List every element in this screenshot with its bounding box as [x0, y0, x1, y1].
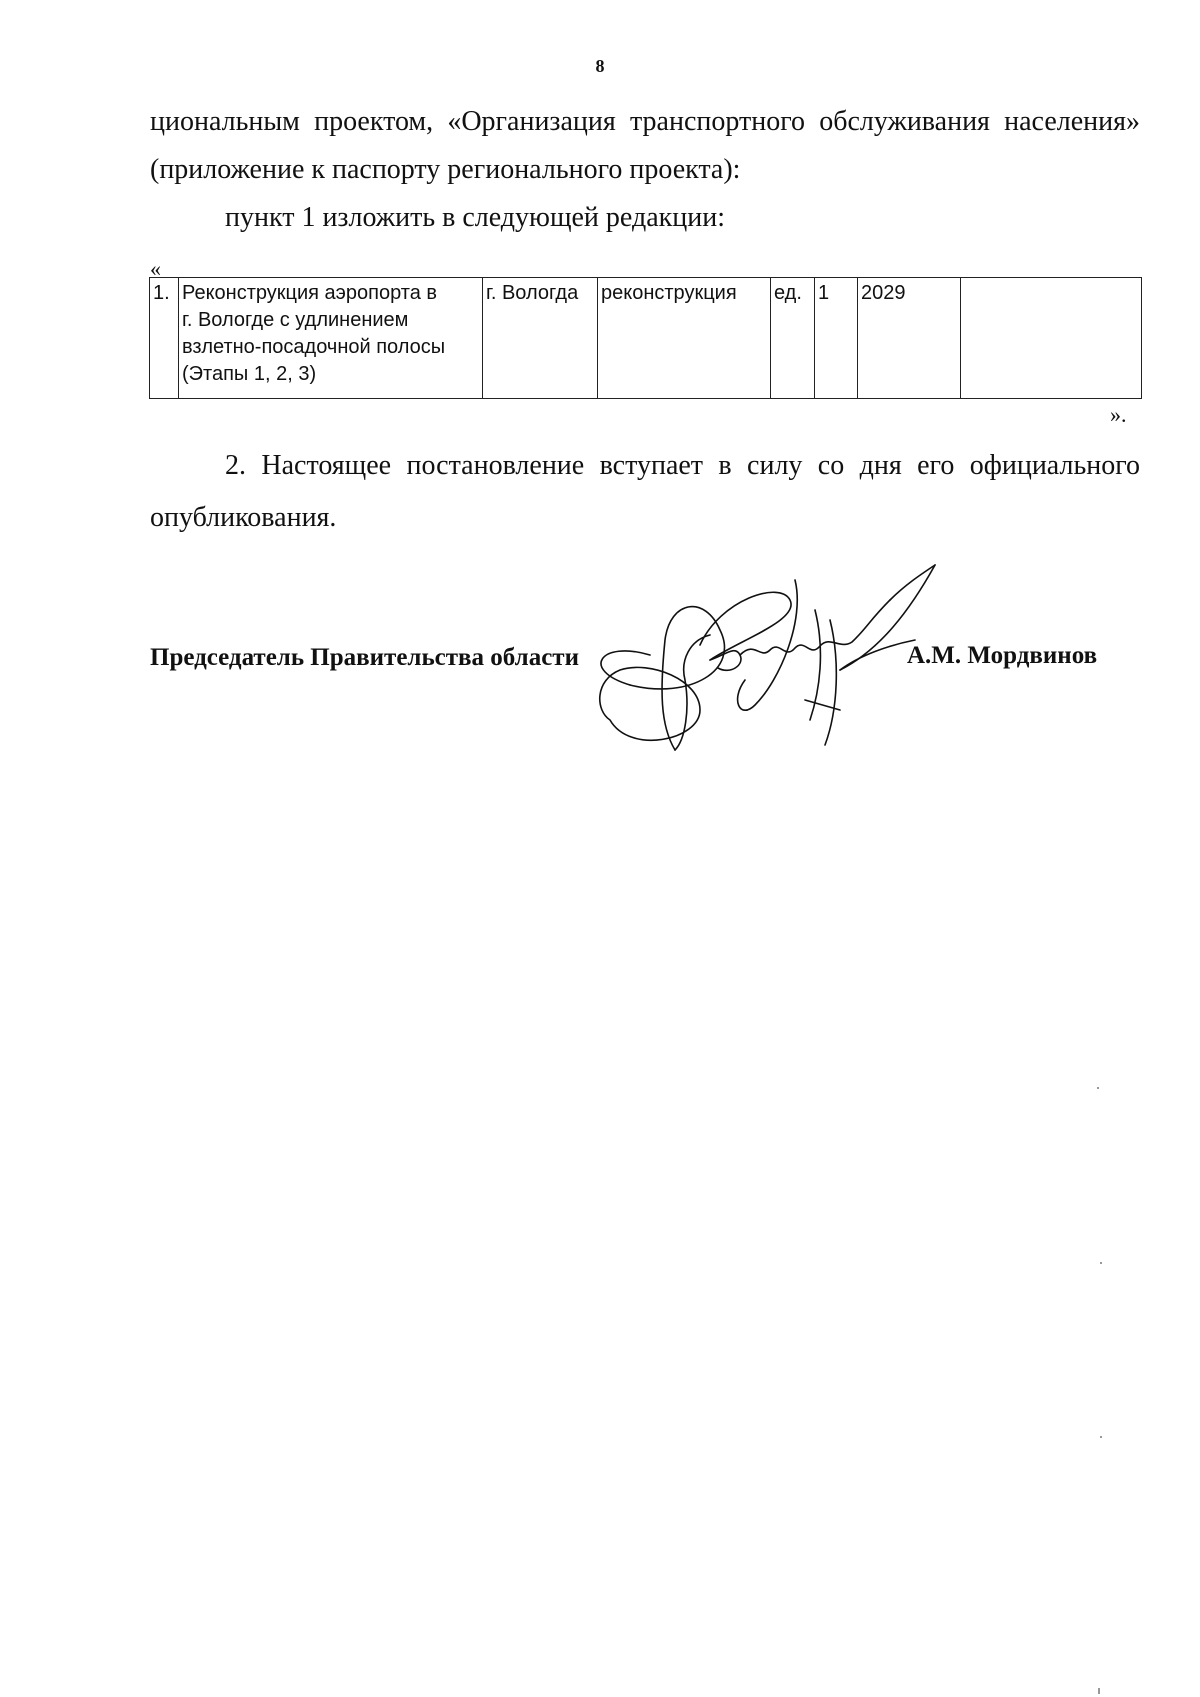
scan-speck — [1100, 1262, 1102, 1264]
quote-open: « — [150, 256, 161, 281]
table-row — [150, 278, 1142, 399]
scan-speck — [1100, 1436, 1102, 1438]
scan-speck — [1097, 1087, 1099, 1089]
row-number: 1. — [150, 278, 179, 399]
clause-2-line-2: опубликования. — [150, 502, 337, 533]
work-type-cell: реконструкция — [598, 278, 771, 399]
items-table — [149, 277, 1142, 399]
intro-line-1: циональным проектом, «Организация транспортного обслуживания населения» — [150, 106, 1140, 137]
object-name-line: (Этапы 1, 2, 3) — [182, 363, 317, 385]
signatory-position: Председатель Правительства области — [150, 644, 579, 671]
signatory-name: А.М. Мордвинов — [907, 642, 1098, 669]
object-name — [179, 278, 483, 399]
unit-cell: ед. — [771, 278, 815, 399]
object-name-line: взлетно-посадочной полосы — [182, 336, 446, 358]
clause-2-line-1: 2. Настоящее постановление вступает в силу со дня его официального — [225, 450, 1140, 481]
intro-line-2: (приложение к паспорту регионального проекта): — [150, 154, 741, 185]
location-cell: г. Вологда — [483, 278, 598, 399]
scan-speck — [1098, 1688, 1100, 1694]
object-name-line: г. Вологде с удлинением — [182, 309, 409, 331]
intro-line-3: пункт 1 изложить в следующей редакции: — [225, 202, 725, 233]
year-cell: 2029 — [858, 278, 961, 399]
quantity-cell: 1 — [815, 278, 858, 399]
empty-cell — [961, 278, 1142, 399]
page-number: 8 — [595, 56, 605, 76]
object-name-line: Реконструкция аэропорта в — [182, 282, 437, 304]
quote-close: ». — [1110, 402, 1127, 427]
handwritten-signature — [590, 560, 950, 760]
